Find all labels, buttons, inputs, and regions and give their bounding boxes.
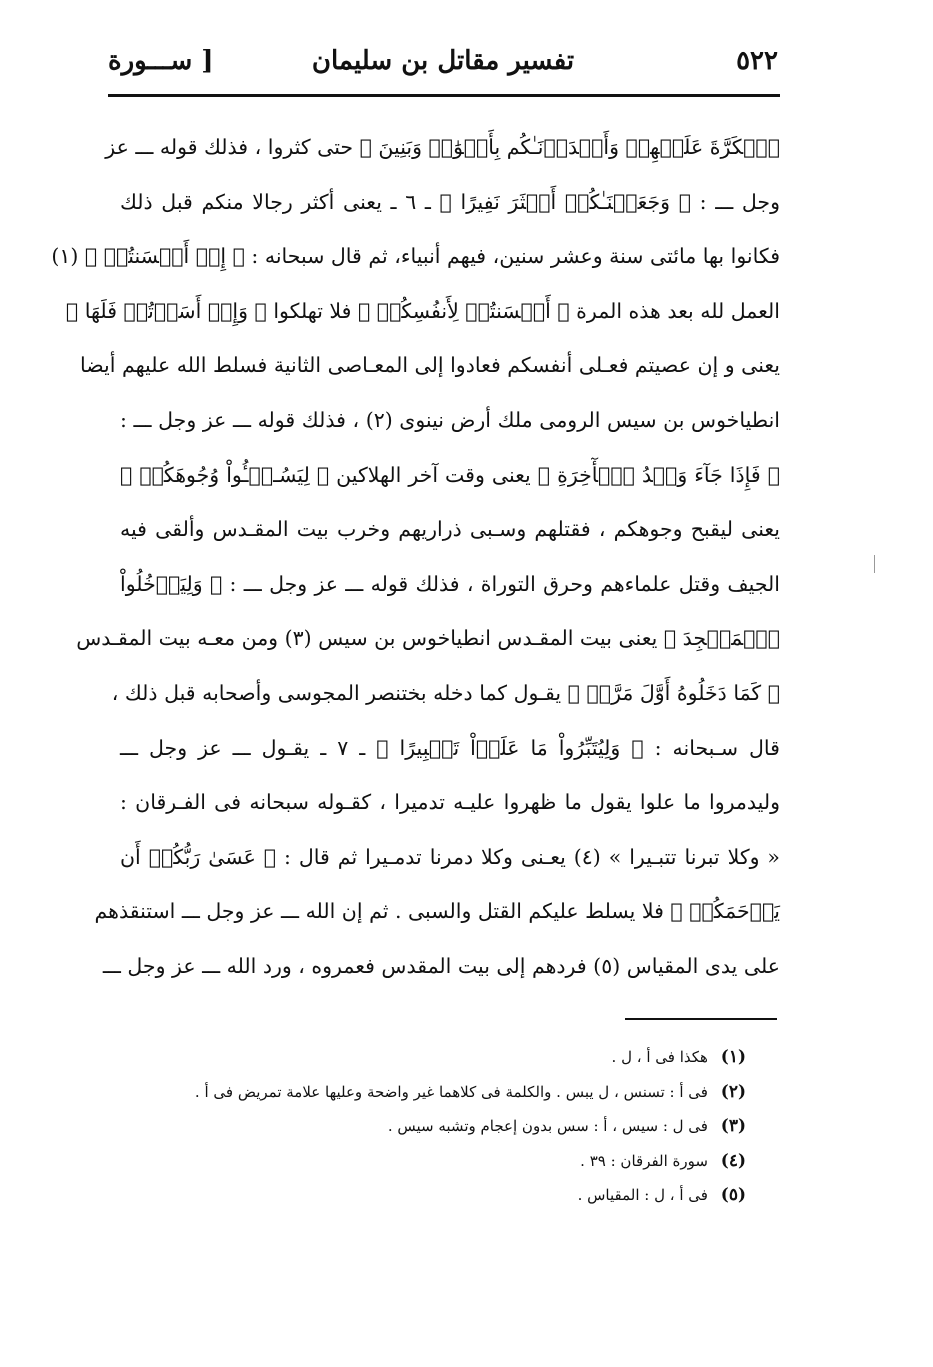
text-line: انطياخوس بن سيس الرومى ملك أرض نينوى (٢) ، فذلك قوله ـــ عز وجل ـــ : bbox=[120, 407, 780, 432]
footnote bbox=[120, 1075, 746, 1110]
surah-label: [ ســـورة bbox=[108, 46, 214, 76]
footnote-text: سورة الفرقان : ٣٩ . bbox=[580, 1151, 708, 1170]
footnote bbox=[120, 1040, 746, 1075]
margin-mark bbox=[874, 555, 875, 573]
text-line: العمل لله بعد هذه المرة ﴿ أَحۡسَنتُمۡ لِأَنفُسِكُمۡ ﴾ فلا تهلكوا ﴿ وَإِنۡ أَسَأۡتُمۡ فَلَهَا ﴾ bbox=[65, 298, 780, 323]
footnote bbox=[120, 1144, 746, 1179]
footnote-rule bbox=[625, 1018, 777, 1020]
text-line: الجيف وقتل علماءهم وحرق التوراة ، فذلك قوله ـــ عز وجل ـــ : ﴿ وَلِيَدۡخُلُواْ bbox=[120, 571, 780, 596]
page-number: ٥٢٢ bbox=[736, 46, 778, 76]
footnote-text: فى أ : تسنس ، ل يبس . والكلمة فى كلاهما غير واضحة وعليها علامة تمريض فى أ . bbox=[194, 1082, 708, 1101]
header-rule bbox=[108, 94, 780, 97]
text-line: يعنى ليقبح وجوهكم ، فقتلهم وسـبى ذراريهم وخرب بيت المقـدس وألقى فيه bbox=[120, 517, 780, 542]
footnote-number: (٢) bbox=[720, 1081, 746, 1102]
text-line: « وكلا تبرنا تتبـيرا » (٤) يعـنى وكلا دمرنا تدمـيرا ثم قال : ﴿ عَسَىٰ رَبُّكُمۡ أَن bbox=[120, 844, 780, 869]
footnote-number: (٤) bbox=[720, 1150, 746, 1171]
footnote-number: (١) bbox=[720, 1047, 746, 1067]
text-line: ﴿ فَإِذَا جَآءَ وَعۡدُ ٱلۡأٓخِرَةِ ﴾ يعنى وقت آخر الهلاكين ﴿ لِيَسُـۥٓـُٔواْ وُجُوهَكُمۡ ﴾ bbox=[120, 462, 780, 487]
text-line: فكانوا بها مائتى سنة وعشر سنين، فيهم أنبياء، ثم قال سبحانه : ﴿ إِنۡ أَحۡسَنتُمۡ ﴾ (١) bbox=[51, 244, 780, 269]
text-line: وليدمروا ما علوا يقول ما ظهروا عليـه تدميرا ، كقـوله سبحانه فى الفـرقان : bbox=[120, 790, 780, 815]
footnote bbox=[120, 1178, 746, 1213]
text-line: وجل ـــ : ﴿ وَجَعَلۡنَـٰكُمۡ أَكۡثَرَ نَفِيرًا ﴾ ـ ٦ ـ يعنى أكثر رجالا منكم قبل ذلك bbox=[120, 189, 780, 214]
page-header bbox=[108, 40, 778, 96]
text-line: يعنى و إن عصيتم فعـلى أنفسكم فعادوا إلى المعـاصى الثانية فسلط الله عليهم أيضا bbox=[80, 353, 780, 378]
text-line: ٱلۡمَسۡجِدَ ﴾ يعنى بيت المقـدس انطياخوس بن سيس (٣) ومن معـه بيت المقـدس bbox=[76, 626, 780, 651]
footnote-text: فى أ ، ل : المقياس . bbox=[577, 1186, 708, 1204]
running-title: تفسير مقاتل بن سليمان bbox=[311, 46, 575, 76]
text-line: يَرۡحَمَكُمۡ ﴾ فلا يسلط عليكم القتل والسبى . ثم إن الله ـــ عز وجل ـــ استنقذهم bbox=[94, 899, 780, 924]
footnote-text: فى ل : سيس ، أ : سس بدون إعجام وتشبه سيس . bbox=[387, 1117, 708, 1135]
text-line: قال سـبحانه : ﴿ وَلِيُتَبِّرُواْ مَا عَلَوۡاْ تَتۡبِيرًا ﴾ ـ ٧ ـ يقـول ـــ عز وجل ـــ bbox=[120, 735, 780, 760]
body-text bbox=[51, 120, 780, 994]
footnote-number: (٣) bbox=[720, 1116, 746, 1136]
text-line: ٱلۡكَرَّةَ عَلَيۡهِمۡ وَأَمۡدَدۡنَـٰكُم بِأَمۡوَٰلٖ وَبَنِينَ ﴾ حتى كثروا ، فذلك قوله ـــ عز bbox=[105, 135, 780, 159]
text-line: على يدى المقياس (٥) فردهم إلى بيت المقدس فعمروه ، ورد الله ـــ عز وجل ـــ bbox=[102, 953, 780, 978]
footnote-text: هكذا فى أ ، ل . bbox=[611, 1048, 708, 1066]
footnote-number: (٥) bbox=[720, 1185, 746, 1205]
footnote bbox=[120, 1109, 746, 1144]
text-line: ﴿ كَمَا دَخَلُوهُ أَوَّلَ مَرَّةٖ ﴾ يقـول كما دخله بختنصر المجوسى وأصحابه قبل ذلك ، bbox=[111, 680, 780, 705]
footnotes bbox=[120, 1040, 746, 1213]
